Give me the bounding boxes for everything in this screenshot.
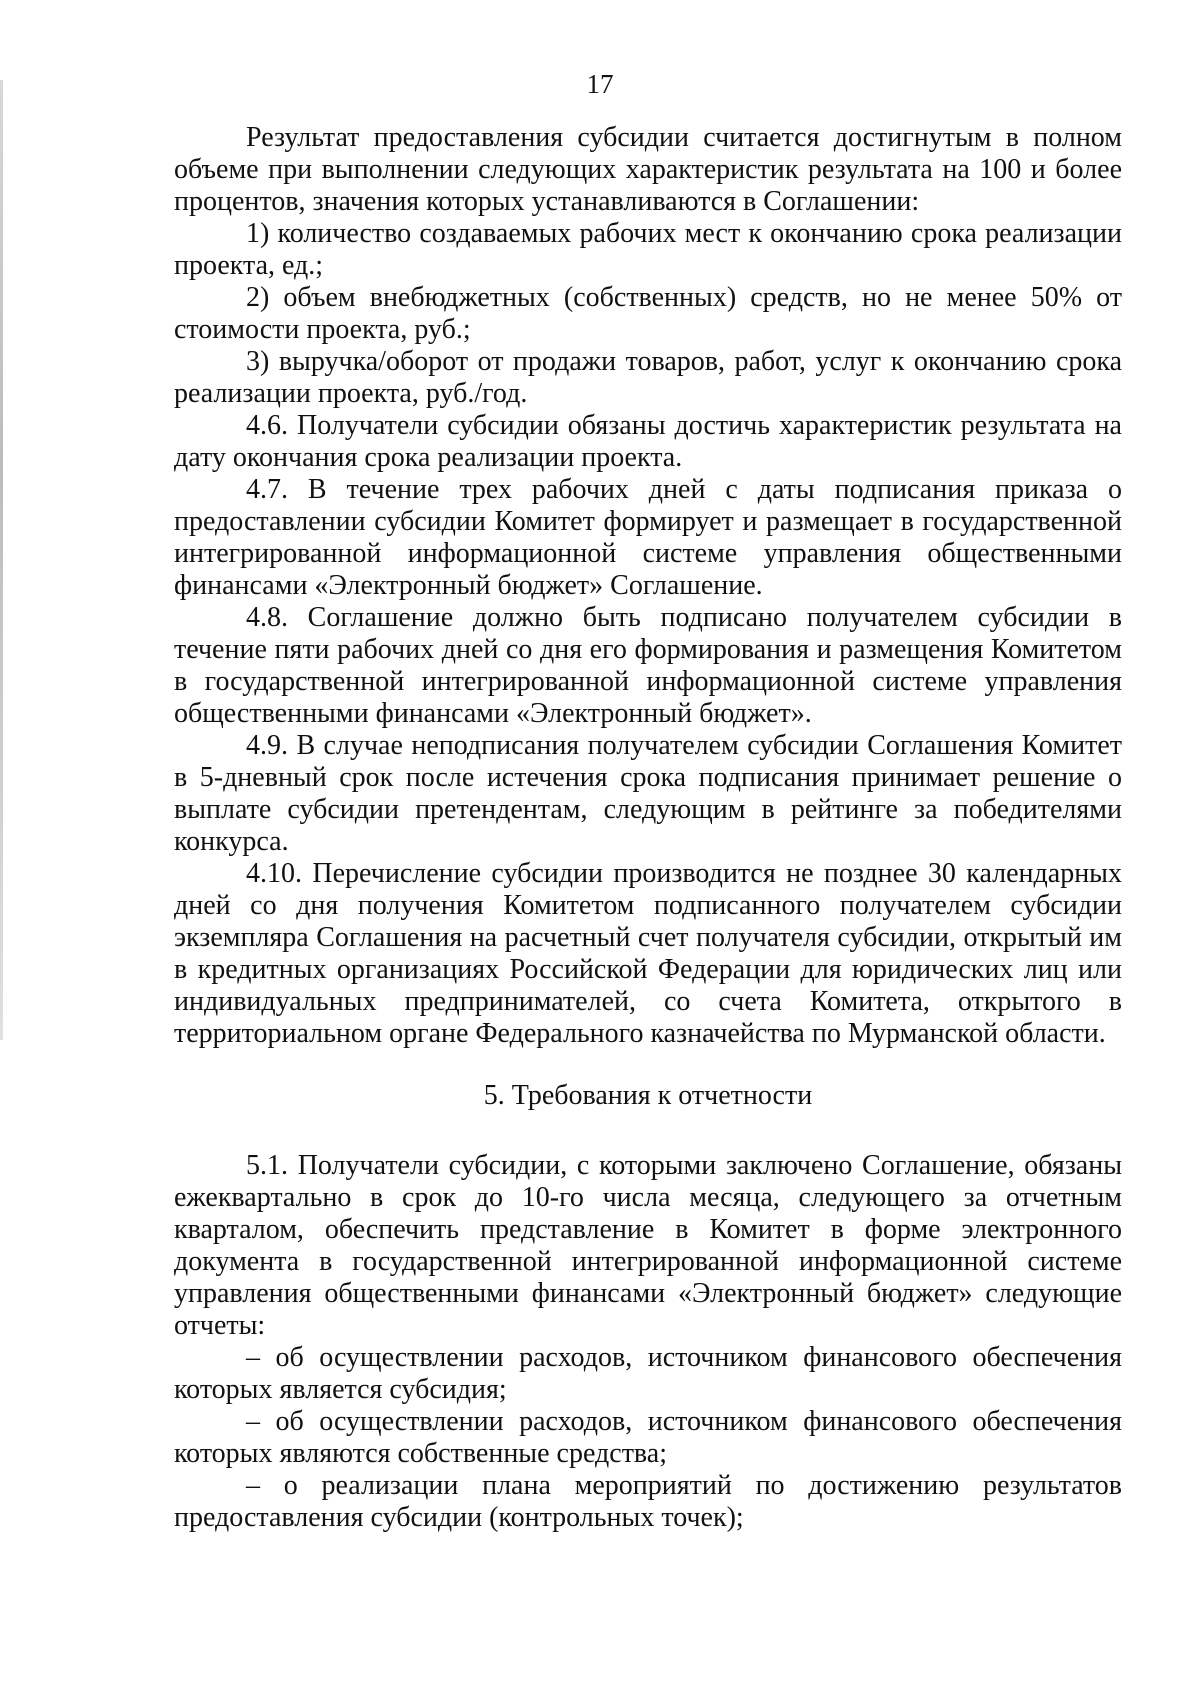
document-body (174, 122, 1122, 1534)
paragraph-5-1: 5.1. Получатели субсидии, с которыми заключено Соглашение, обязаны ежеквартально в срок до 10-го числа месяца, следующего за отчетным кварталом, обеспечить представление в Комитет в форме электронного документа в государственной интегрированной информационной системе управления общественными финансами «Электронный бюджет» следующие отчеты: (174, 1150, 1122, 1341)
scan-edge-shadow (0, 80, 3, 1040)
paragraph-4-10: 4.10. Перечисление субсидии производится не позднее 30 календарных дней со дня получения Комитетом подписанного получателем субсидии экземпляра Соглашения на расчетный счет получателя субсидии, открытый им в кредитных организациях Российской Федерации для юридических лиц или индивидуальных предпринимателей, со счета Комитета, открытого в территориальном органе Федерального казначейства по Мурманской области. (174, 858, 1122, 1049)
paragraph-result-definition: Результат предоставления субсидии считается достигнутым в полном объеме при выполнении следующих характеристик результата на 100 и более процентов, значения которых устанавливаются в Соглашении: (174, 122, 1122, 217)
page-number: 17 (586, 69, 614, 99)
paragraph-4-7: 4.7. В течение трех рабочих дней с даты подписания приказа о предоставлении субсидии Комитет формирует и размещает в государственной интегрированной информационной системе управления общественными финансами «Электронный бюджет» Соглашение. (174, 474, 1122, 601)
paragraph-4-9: 4.9. В случае неподписания получателем субсидии Соглашения Комитет в 5-дневный срок после истечения срока подписания принимает решение о выплате субсидии претендентам, следующим в рейтинге за победителями конкурса. (174, 730, 1122, 857)
list-item-workplaces: 1) количество создаваемых рабочих мест к окончанию срока реализации проекта, ед.; (174, 218, 1122, 281)
list-item-subsidy-expenses: – об осуществлении расходов, источником финансового обеспечения которых является субсидия; (174, 1342, 1122, 1405)
paragraph-4-8: 4.8. Соглашение должно быть подписано получателем субсидии в течение пяти рабочих дней со дня его формирования и размещения Комитетом в государственной интегрированной информационной системе управления общественными финансами «Электронный бюджет». (174, 602, 1122, 729)
paragraph-4-6: 4.6. Получатели субсидии обязаны достичь характеристик результата на дату окончания срока реализации проекта. (174, 410, 1122, 473)
list-item-revenue: 3) выручка/оборот от продажи товаров, работ, услуг к окончанию срока реализации проекта, руб./год. (174, 346, 1122, 409)
list-item-action-plan: – о реализации плана мероприятий по достижению результатов предоставления субсидии (контрольных точек); (174, 1470, 1122, 1533)
section-heading-reporting: 5. Требования к отчетности (483, 1080, 813, 1111)
list-item-own-funds: 2) объем внебюджетных (собственных) средств, но не менее 50% от стоимости проекта, руб.; (174, 282, 1122, 345)
list-item-own-expenses: – об осуществлении расходов, источником финансового обеспечения которых являются собственные средства; (174, 1406, 1122, 1469)
